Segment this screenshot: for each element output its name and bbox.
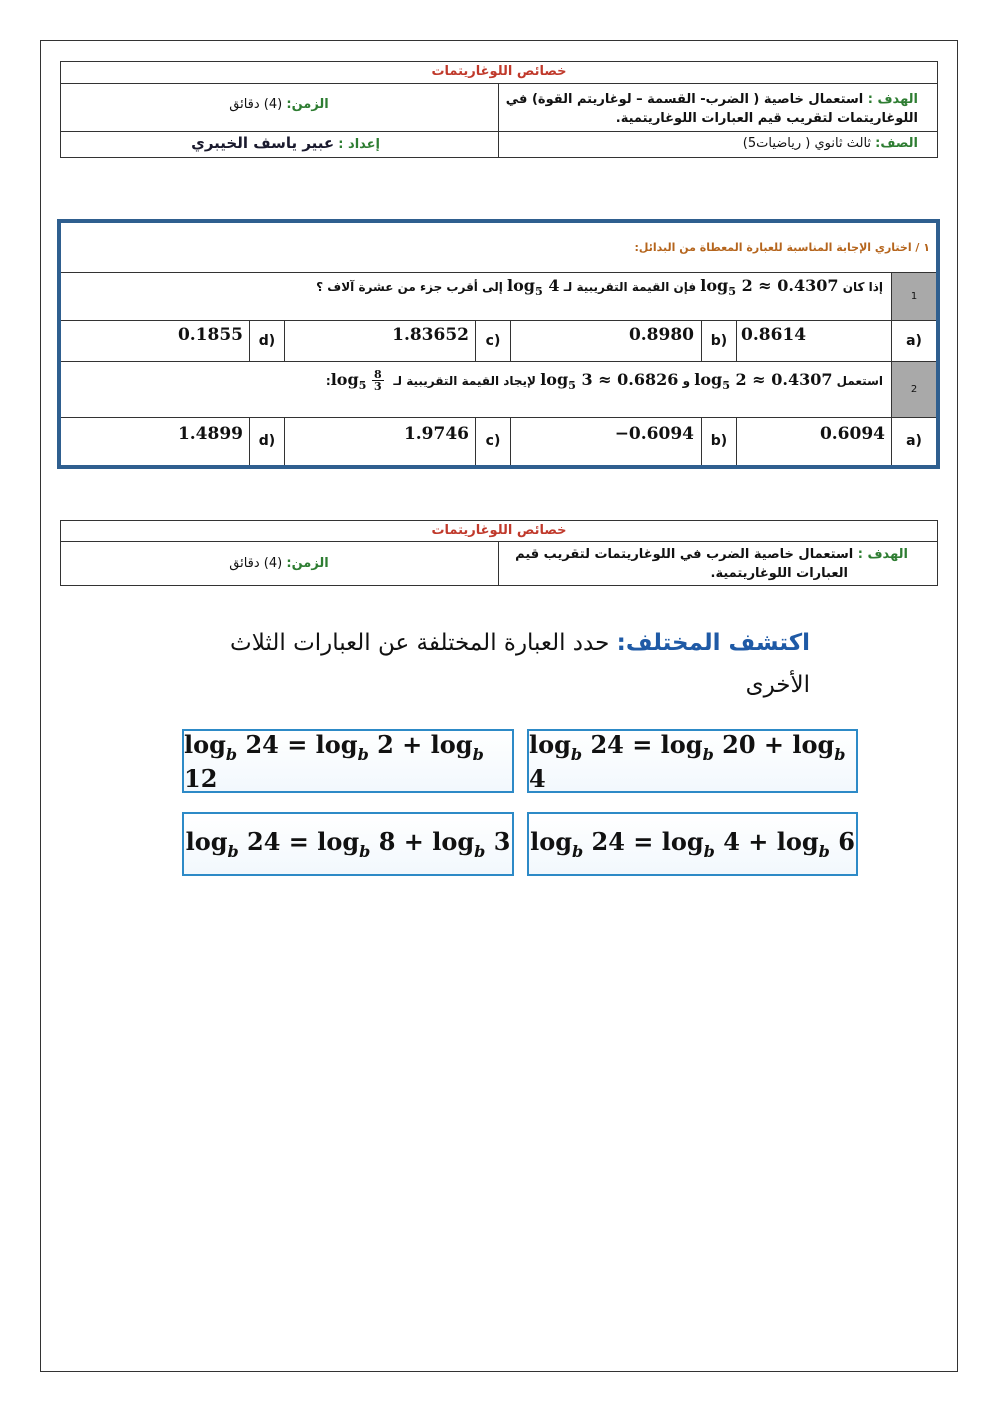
odd-one-out-label: اكتشف المختلف: [616, 630, 810, 656]
option-b-letter[interactable]: b) [710, 433, 728, 449]
option-a-value[interactable]: 0.6094 [819, 424, 885, 444]
grade-level: الصف: ثالث ثانوي ( رياضيات5) [742, 136, 918, 151]
question-2-text: استعمل $\log_5 2 \approx 0.4307$ و $\log_5 3 \approx 0.6826$ لإيجاد القيمة التقريبية لـ $\log_5$ $\frac{8}{3}$ : [325, 368, 883, 393]
lesson-goal: الهدف : استعمال خاصية ( الضرب- القسمة – لوغاريتم القوة) في اللوغاريتمات لتقريب قيم العبارات اللوغاريتمية. [505, 92, 918, 126]
time-allotted: الزمن: (4) دقائق [229, 556, 329, 571]
option-d-value[interactable]: 1.4899 [177, 424, 243, 444]
option-d-letter[interactable]: d) [258, 333, 276, 349]
option-c-value[interactable]: 1.83652 [392, 325, 469, 345]
header-title: خصائص اللوغاريتمات [431, 64, 567, 79]
question-1-text: إذا كان $\log_5 2 \approx 0.4307$ فإن القيمة التقريبية لـ $\log_5 4$ إلى أقرب جزء من عشرة آلاف ؟ [316, 276, 883, 298]
equation-card-4[interactable]: $\log_b 24 = \log_b 8 + \log_b 3$ [182, 812, 514, 876]
equation-card-1[interactable]: $\log_b 24 = \log_b 20 + \log_b 4$ [527, 729, 858, 793]
option-a-letter[interactable]: a) [906, 333, 922, 349]
header-title: خصائص اللوغاريتمات [431, 523, 567, 538]
time-allotted: الزمن: (4) دقائق [229, 97, 329, 112]
option-c-letter[interactable]: c) [485, 333, 501, 349]
equation-card-3[interactable]: $\log_b 24 = \log_b 4 + \log_b 6$ [527, 812, 858, 876]
option-c-value[interactable]: 1.9746 [403, 424, 469, 444]
question-number-2: 2 [891, 362, 936, 417]
option-b-value[interactable]: −0.6094 [614, 424, 694, 444]
equation-card-2[interactable]: $\log_b 24 = \log_b 2 + \log_b 12$ [182, 729, 514, 793]
prepared-by: إعداد : عبير ياسف الخيبري [191, 134, 380, 152]
odd-one-out-prompt: اكتشف المختلف: حدد العبارة المختلفة عن العبارات الثلاث الأخرى [230, 630, 810, 698]
quiz-instruction: ١ / اختاري الإجابة المناسبة للعبارة المعطاة من البدائل: [634, 241, 930, 254]
option-b-value[interactable]: 0.8980 [628, 325, 694, 345]
option-a-value[interactable]: 0.8614 [741, 325, 807, 345]
option-b-letter[interactable]: b) [710, 333, 728, 349]
multiple-choice-quiz [57, 219, 940, 469]
option-d-letter[interactable]: d) [258, 433, 276, 449]
question-number-1: 1 [891, 273, 936, 320]
option-c-letter[interactable]: c) [485, 433, 501, 449]
option-d-value[interactable]: 0.1855 [177, 325, 243, 345]
option-a-letter[interactable]: a) [906, 433, 922, 449]
lesson-goal: الهدف : استعمال خاصية الضرب في اللوغاريتمات لتقريب قيم العبارات اللوغاريتمية. [515, 547, 908, 581]
